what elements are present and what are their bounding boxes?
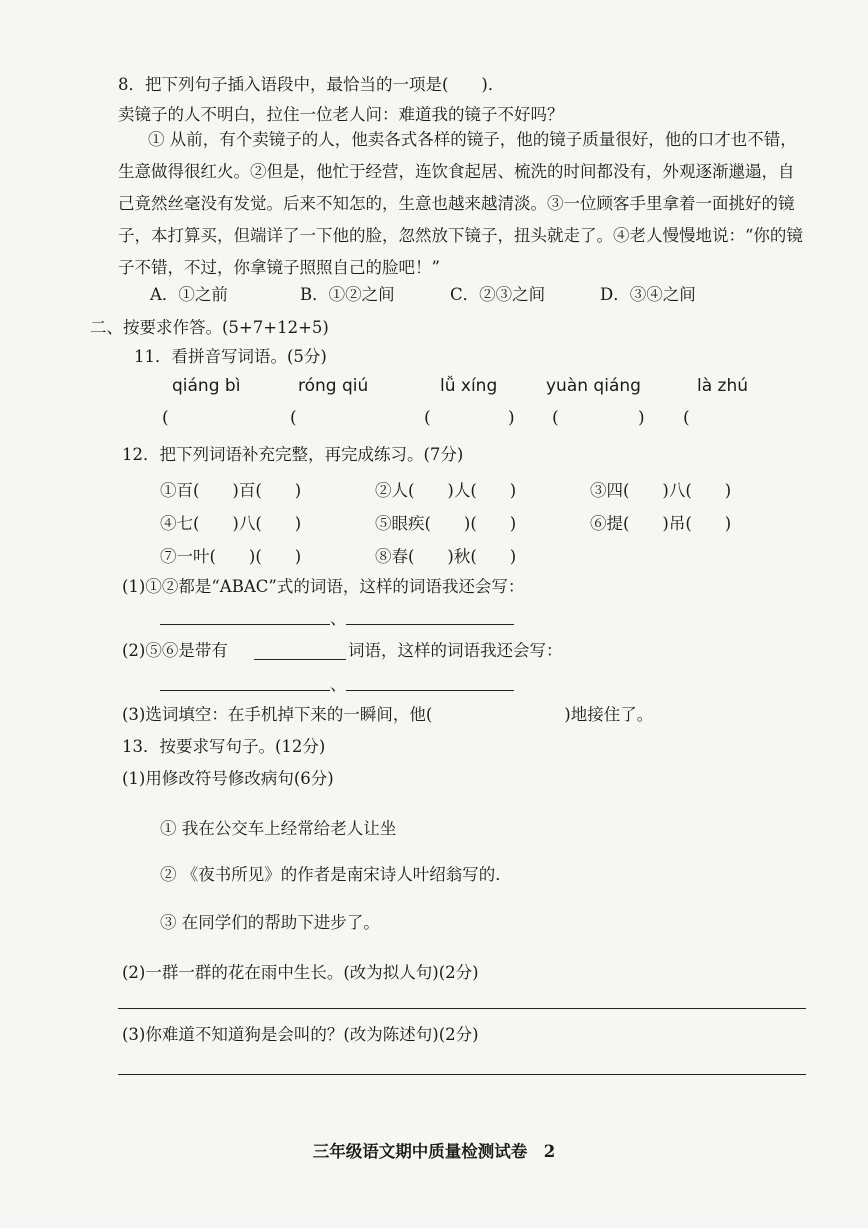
q12-sub1: (1)①②都是“ABAC”式的词语，这样的词语我还会写： [122,577,525,596]
q12-item-7[interactable]: ⑦一叶( )( ) [160,547,302,566]
q12-sub3: (3)选词填空：在手机掉下来的一瞬间，他( )地接住了。 [122,705,654,724]
q8-option-a[interactable]: A．①之前 [150,285,228,304]
section2-title: 二、按要求作答。(5+7+12+5) [90,318,329,337]
q11-answer-paren-5[interactable]: ( [683,408,690,428]
q12-sub2-suffix: 词语，这样的词语我还会写： [348,641,563,660]
q11-answer-paren-3-close: ) [508,408,515,428]
q13-title: 13．按要求写句子。(12分) [122,737,326,756]
q13-sub3-answer-line[interactable] [118,1074,806,1075]
q11-pinyin-2: róng qiú [298,376,369,396]
q13-sentence-1[interactable]: ① 我在公交车上经常给老人让坐 [160,819,397,838]
q8-stem: 8．把下列句子插入语段中，最恰当的一项是( )． [118,75,505,94]
q11-pinyin-3: lǚ xíng [440,376,498,396]
q12-item-4[interactable]: ④七( )八( ) [160,514,302,533]
q13-sub1: (1)用修改符号修改病句(6分) [122,769,334,788]
q8-option-c[interactable]: C．②③之间 [450,285,546,304]
q8-passage: ① 从前，有个卖镜子的人，他卖各式各样的镜子，他的镜子质量很好，他的口才也不错，生意做得很红火。②但是，他忙于经营，连饮食起居、梳洗的时间都没有，外观逐渐邋遢，自己竟然丝毫没有发觉。后来不知怎的，生意也越来越清淡。③一位顾客手里拿着一面挑好的镜子，本打算买，但端详了一下他的脸，忽然放下镜子，扭头就走了。④老人慢慢地说：“你的镜子不错，不过，你拿镜子照照自己的脸吧！” [118,130,803,277]
q12-sub2-sep: 、 [330,675,347,694]
q13-sentence-2[interactable]: ② 《夜书所见》的作者是南宋诗人叶绍翁写的． [160,865,512,884]
q11-answer-paren-4[interactable]: ( [552,408,559,428]
q12-item-1[interactable]: ①百( )百( ) [160,481,302,500]
q12-item-3[interactable]: ③四( )八( ) [590,481,732,500]
q11-answer-paren-4-close: ) [638,408,645,428]
q12-item-5[interactable]: ⑤眼疾( )( ) [375,514,517,533]
q11-answer-paren-1[interactable]: ( [162,408,169,428]
q12-sub2-blank[interactable] [254,659,346,660]
q12-item-2[interactable]: ②人( )人( ) [375,481,517,500]
q12-row-1 [160,477,805,501]
q11-answer-paren-3[interactable]: ( [424,408,431,428]
q12-row-2 [160,510,805,534]
q8-options [150,284,750,306]
q13-sentence-3[interactable]: ③ 在同学们的帮助下进步了。 [160,913,380,932]
q12-item-6[interactable]: ⑥提( )吊( ) [590,514,732,533]
q11-pinyin-5: là zhú [697,376,749,396]
q11-pinyin-1: qiáng bì [172,376,241,396]
q11-pinyin-4: yuàn qiáng [546,376,641,396]
q12-title: 12．把下列词语补充完整，再完成练习。(7分) [122,445,464,464]
q12-item-8[interactable]: ⑧春( )秋( ) [375,547,517,566]
q13-sub3: (3)你难道不知道狗是会叫的？(改为陈述句)(2分) [122,1025,479,1044]
q12-row-3 [160,543,590,567]
q12-sub2-blank-1[interactable] [160,690,330,691]
q13-sub2-answer-line[interactable] [118,1008,806,1009]
q11-answer-paren-2[interactable]: ( [290,408,297,428]
q13-sub2: (2)一群一群的花在雨中生长。(改为拟人句)(2分) [122,963,479,982]
q8-option-d[interactable]: D．③④之间 [600,285,696,304]
q8-insert-sentence: 卖镜子的人不明白，拉住一位老人问：难道我的镜子不好吗？ [118,105,564,124]
q12-sub1-blank-1[interactable] [160,624,330,625]
q8-option-b[interactable]: B．①②之间 [300,285,395,304]
q12-sub2-prefix: (2)⑤⑥是带有 [122,641,228,660]
q12-sub2-blank-2[interactable] [346,690,514,691]
q12-sub1-blank-2[interactable] [346,624,514,625]
page-footer: 三年级语文期中质量检测试卷 2 [312,1142,556,1161]
q12-sub1-sep: 、 [330,609,347,628]
q11-title: 11．看拼音写词语。(5分) [134,347,327,366]
